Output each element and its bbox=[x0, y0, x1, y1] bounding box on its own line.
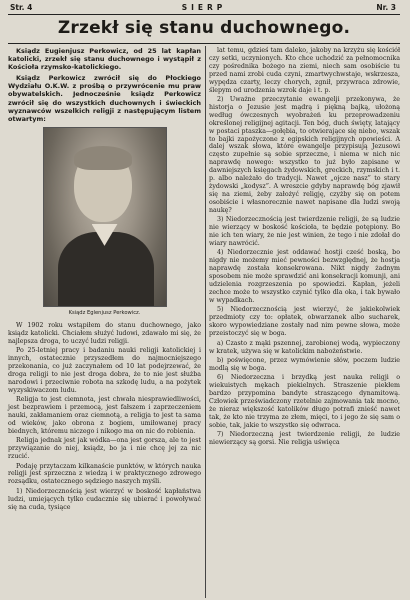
body-paragraph: lat temu, gdzieś tam daleko, jakoby na krzyżu się kościół czy setki, uczynionych. Kto chce uchodzić za pełnomocnika czy pośrednika bożego na ziemi, niech sam osobiście tu przed nami zrobi cuda czyni, zmartwychwstaje, wskrzesza, wypędza czarty, leczy chorych, zgnił, przywraca zdrowie, ślepym od urodzenia wzrok daje i t. p. bbox=[209, 47, 400, 94]
article-title: Zrzekł się stanu duchownego. bbox=[57, 18, 351, 38]
column-divider bbox=[205, 46, 206, 598]
right-body-text bbox=[209, 47, 400, 447]
body-paragraph: Po 25-letniej pracy i badaniu nauki religji katolickiej i innych, ostatecznie przyszedłem do najmocniejszego przekonania, co już zaczynałem od 10 lat podejrzewać, że droga religji to nie jest droga dobra, że to nie jest służba narodowi i przeciwnie robota na szkodę ludu, a na pożytek wyzyskiwaczom ludu. bbox=[8, 347, 201, 394]
page-number: Str. 4 bbox=[10, 3, 33, 12]
page-header bbox=[8, 2, 400, 14]
right-column bbox=[209, 47, 400, 449]
lead-paragraph: Ksiądz Perkowicz zwrócił się do Płockiego Wydziału O.K.W. z prośbą o przywrócenie mu praw obywatelskich. Jednocześnie ksiądz Perkowicz zwrócił się do wszystkich duchownych i świeckich wyznawców wszelkich religji z następującym listem otwartym: bbox=[8, 74, 201, 123]
lead-paragraph: Ksiądz Eugienjusz Perkowicz, od 25 lat kapłan katolicki, zrzekł się stanu duchownego i wystąpił z Kościoła rzymsko-katolickiego. bbox=[8, 47, 201, 72]
newspaper-name: SIERP bbox=[181, 3, 227, 12]
body-paragraph: Religja to jest ciemnota, jest chwała niesprawiedliwości, jest bezprawiem i przemocą, jest fałszem i zaprzeczeniem nauki, zakłamaniem oraz ciemnotą, a religja to jest ta sama od wieków, jako obrona z bogiem, umiłowanej pracy biednych, któremu niczego i nikogo ma on nic do robienia. bbox=[8, 396, 201, 435]
newspaper-page bbox=[4, 0, 404, 600]
body-paragraph: 6) Niedorzeczna i brzydką jest nauka religji o wiekuistych mękach piekielnych. Straszenie piekłem bardzo przypomina bandyte straszącego dynamitową. Człowiek przeświadczony rzetelnie zajmowania tak mocno, że nieraz większość katolików długo potrafi znieść nawet tak, że kto nie trzyma ze złem, mięci, to i jego że się sam o sobie, tak, jakie to wszystko się odwraca. bbox=[209, 374, 400, 429]
left-body-text bbox=[8, 322, 201, 512]
body-paragraph: 3) Niedorzecznością jest twierdzenie religji, że są ludzie nie wierzący w boskość kościoła, te będzie potępiony. Bo nie ich ten wiary, że nie jest winien, że tego i nie zdołał do wiary nawrócić. bbox=[209, 216, 400, 247]
left-column bbox=[8, 47, 201, 513]
body-paragraph: W 1902 roku wstąpiłem do stanu duchownego, jako ksiądz katolicki. Chciałem służyć ludowi, zdawało mi się, że najlepsza droga, to uczyć ludzi religji. bbox=[8, 321, 201, 345]
body-paragraph: Podaję przytaczam kilkanaście punktów, w których nauka religji jest sprzeczna z wiedzą i w praktycznego zdrowego rozsądku, ostatecznego sędziego naszych myśli. bbox=[8, 462, 201, 486]
article-lead bbox=[8, 47, 201, 123]
body-paragraph: a) Czasto z mąki pszennej, zarobionej wodą, wypieczony w kratek, używa się w katolickim nabożeństwie. bbox=[209, 339, 400, 355]
header-rule bbox=[8, 14, 400, 15]
body-paragraph: 2) Uważne przeczytanie ewangelji przekonywa, że historja o Jezusie jest mądrą i piękną bajką, ułożoną według ówczesnych wyobrażeń ku przeprowadzeniu określonej religijnej agitacji. Ten bóg, duch święty, latający w postaci ptaszka—gołębia, to otwierające się niebo, wszak to bajki zapożyczone z egipskich religijnych opowieści. A dalej wszak słowa, które ewangelje przypisują Jezusowi często zupełnie są sobie sprzeczne, i niema w nich nic naprawdę nowego: wszystko to już było zapisane w dawniejszych księgach żydowskich, greckich, rzymskich i t. p. albo należało do tradycji. Nawet „ojcze nasz” to stary żydowski „kodysz”. A wreszcie gdyby naprawdę bóg zjawił się na ziemi, żeby założyć religję, czyżby się on potem osobiście i własnorecznie nawet napisane dla ludzi swoją naukę? bbox=[209, 96, 400, 214]
issue-number: Nr. 3 bbox=[376, 3, 396, 12]
body-paragraph: 4) Niedorzecznie jest oddawać hostji cześć boską, bo nigdy nie możemy mieć pewności bezwzględnej, że hostja naprawdę została konsekrowana. Nikt nigdy żadnym sposobem nie może sprawdzić ani konsekracji komunji, ani udzielenia rozgrzeszenia po spowiedzi. Kapłan, jeżeli zechce może to wszystko czynić tylko dla oka, i tak bywało w wypadkach. bbox=[209, 249, 400, 304]
body-paragraph: Religja jednak jest jak wódka—ona jest gorsza, ale to jest przywiązanie do niej, ksiądz, bo ja i nie chcę jej za nic rzucić. bbox=[8, 437, 201, 461]
photo-caption: Ksiądz Eglenjusz Perkowicz. bbox=[68, 309, 141, 316]
body-paragraph: 5) Niedorzecznością jest wierzyć, że jakiekolwiek przedmioty czy to: opłatek, obwarzanek albo sucharek, skoro wypowiedziane zostały nad nim pewne słowa, może przeistoczyć się w boga. bbox=[209, 306, 400, 338]
portrait-photo bbox=[43, 127, 167, 307]
title-rule bbox=[8, 43, 400, 44]
body-paragraph: b) poświęcone, przez wymówienie słów, poczem ludzie modlą się w boga. bbox=[209, 357, 400, 372]
body-paragraph: 1) Niedorzecznością jest wierzyć w boskość kapłaństwa ludzi, umiejących tylko cudacznie się ubierać i powoływać się na cuda, tysiące bbox=[8, 487, 201, 511]
body-paragraph: 7) Niedorzeczną jest twierdzenie religji, że ludzie niewierzący są gorsi. Nie religja uświęca bbox=[209, 431, 400, 447]
